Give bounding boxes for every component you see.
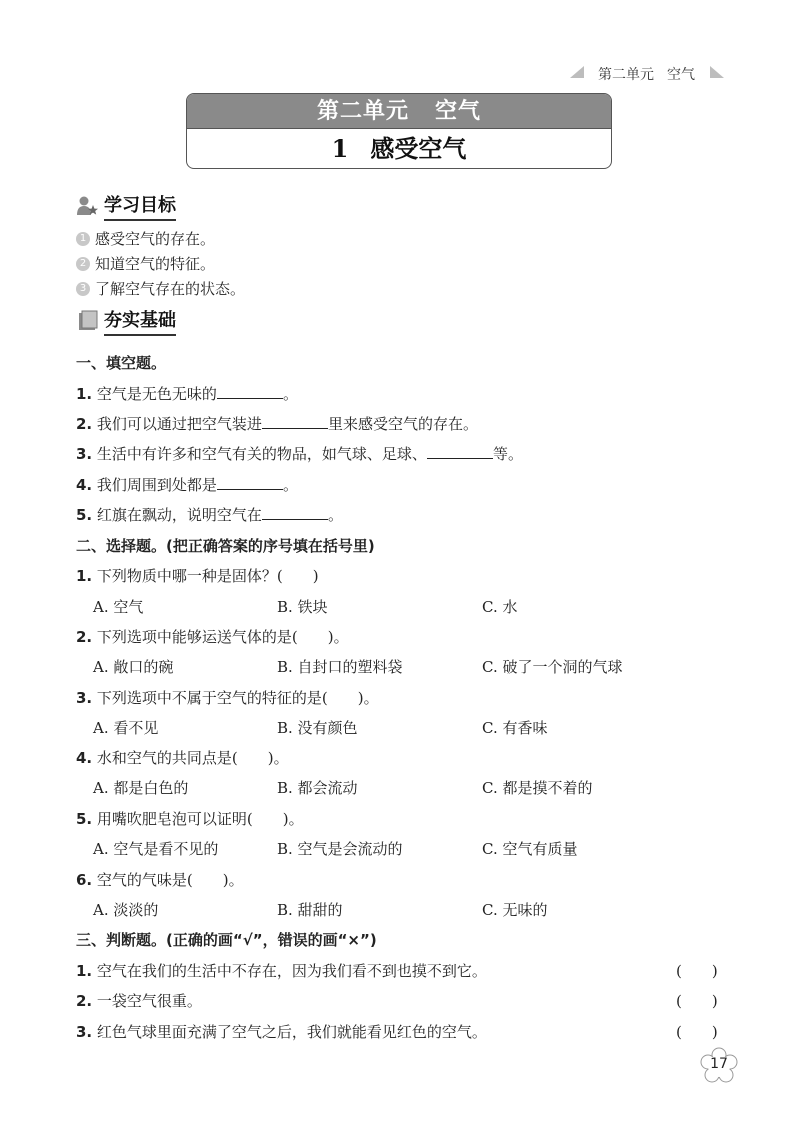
choice-option-a[interactable]: A. 敞口的碗 [93, 658, 174, 676]
choice-option-a[interactable]: A. 空气是看不见的 [93, 840, 219, 858]
header-topic: 空气 [667, 67, 695, 83]
choice-question: 5. 用嘴吹肥皂泡可以证明( )。 [76, 810, 304, 828]
header-unit: 第二单元 [598, 67, 654, 83]
choice-option-c[interactable]: C. 有香味 [482, 719, 548, 737]
choice-option-b[interactable]: B. 甜甜的 [277, 901, 343, 919]
fill-item: 5. 红旗在飘动，说明空气在 。 [76, 506, 343, 524]
choice-option-b[interactable]: B. 都会流动 [277, 779, 358, 797]
running-header [568, 62, 728, 84]
choice-option-b[interactable]: B. 空气是会流动的 [277, 840, 403, 858]
choice-option-c[interactable]: C. 无味的 [482, 901, 548, 919]
answer-paren[interactable]: ( ) [676, 992, 718, 1010]
choice-option-a[interactable]: A. 看不见 [93, 719, 159, 737]
fill-heading: 一、填空题。 [76, 354, 167, 372]
fill-item: 1. 空气是无色无味的 。 [76, 385, 298, 403]
book-icon [76, 310, 98, 332]
lesson-title: 1 感受空气 [331, 134, 467, 163]
choice-option-c[interactable]: C. 都是摸不着的 [482, 779, 593, 797]
choice-option-a[interactable]: A. 都是白色的 [93, 779, 189, 797]
answer-blank[interactable] [262, 507, 328, 520]
goal-item: 1 感受空气的存在。 [76, 228, 215, 249]
choice-question: 3. 下列选项中不属于空气的特征的是( )。 [76, 689, 379, 707]
choice-option-a[interactable]: A. 空气 [93, 598, 144, 616]
goals-heading: 学习目标 [76, 193, 176, 219]
triangle-right-icon [710, 66, 724, 78]
answer-blank[interactable] [217, 477, 283, 490]
choice-option-c[interactable]: C. 水 [482, 598, 518, 616]
choice-option-c[interactable]: C. 空气有质量 [482, 840, 578, 858]
goal-item: 3 了解空气存在的状态。 [76, 278, 245, 299]
answer-blank[interactable] [262, 416, 328, 429]
triangle-left-icon [570, 66, 584, 78]
goal-item: 2 知道空气的特征。 [76, 253, 215, 274]
judge-item: 1. 空气在我们的生活中不存在，因为我们看不到也摸不到它。 [76, 962, 487, 980]
choice-question: 6. 空气的气味是( )。 [76, 871, 244, 889]
learner-star-icon [76, 195, 98, 217]
choice-option-b[interactable]: B. 自封口的塑料袋 [277, 658, 403, 676]
fill-item: 3. 生活中有许多和空气有关的物品，如气球、足球、 等。 [76, 445, 523, 463]
choice-option-c[interactable]: C. 破了一个洞的气球 [482, 658, 623, 676]
page-number: 17 [700, 1047, 738, 1085]
answer-blank[interactable] [427, 446, 493, 459]
choice-question: 4. 水和空气的共同点是( )。 [76, 749, 289, 767]
choice-option-b[interactable]: B. 铁块 [277, 598, 328, 616]
judge-item: 2. 一袋空气很重。 [76, 992, 202, 1010]
basics-heading: 夯实基础 [76, 308, 176, 334]
choice-option-b[interactable]: B. 没有颜色 [277, 719, 358, 737]
choice-option-a[interactable]: A. 淡淡的 [93, 901, 159, 919]
judge-heading: 三、判断题。(正确的画“√”，错误的画“×”) [76, 931, 377, 949]
choice-question: 1. 下列物质中哪一种是固体？( ) [76, 567, 319, 585]
fill-item: 2. 我们可以通过把空气装进 里来感受空气的存在。 [76, 415, 478, 433]
answer-paren[interactable]: ( ) [676, 1023, 718, 1041]
choice-heading: 二、选择题。(把正确答案的序号填在括号里) [76, 537, 375, 555]
answer-paren[interactable]: ( ) [676, 962, 718, 980]
answer-blank[interactable] [217, 386, 283, 399]
lesson-title-box [186, 93, 612, 169]
judge-item: 3. 红色气球里面充满了空气之后，我们就能看见红色的空气。 [76, 1023, 487, 1041]
unit-title: 第二单元 空气 [187, 94, 611, 129]
fill-item: 4. 我们周围到处都是 。 [76, 476, 298, 494]
choice-question: 2. 下列选项中能够运送气体的是( )。 [76, 628, 349, 646]
